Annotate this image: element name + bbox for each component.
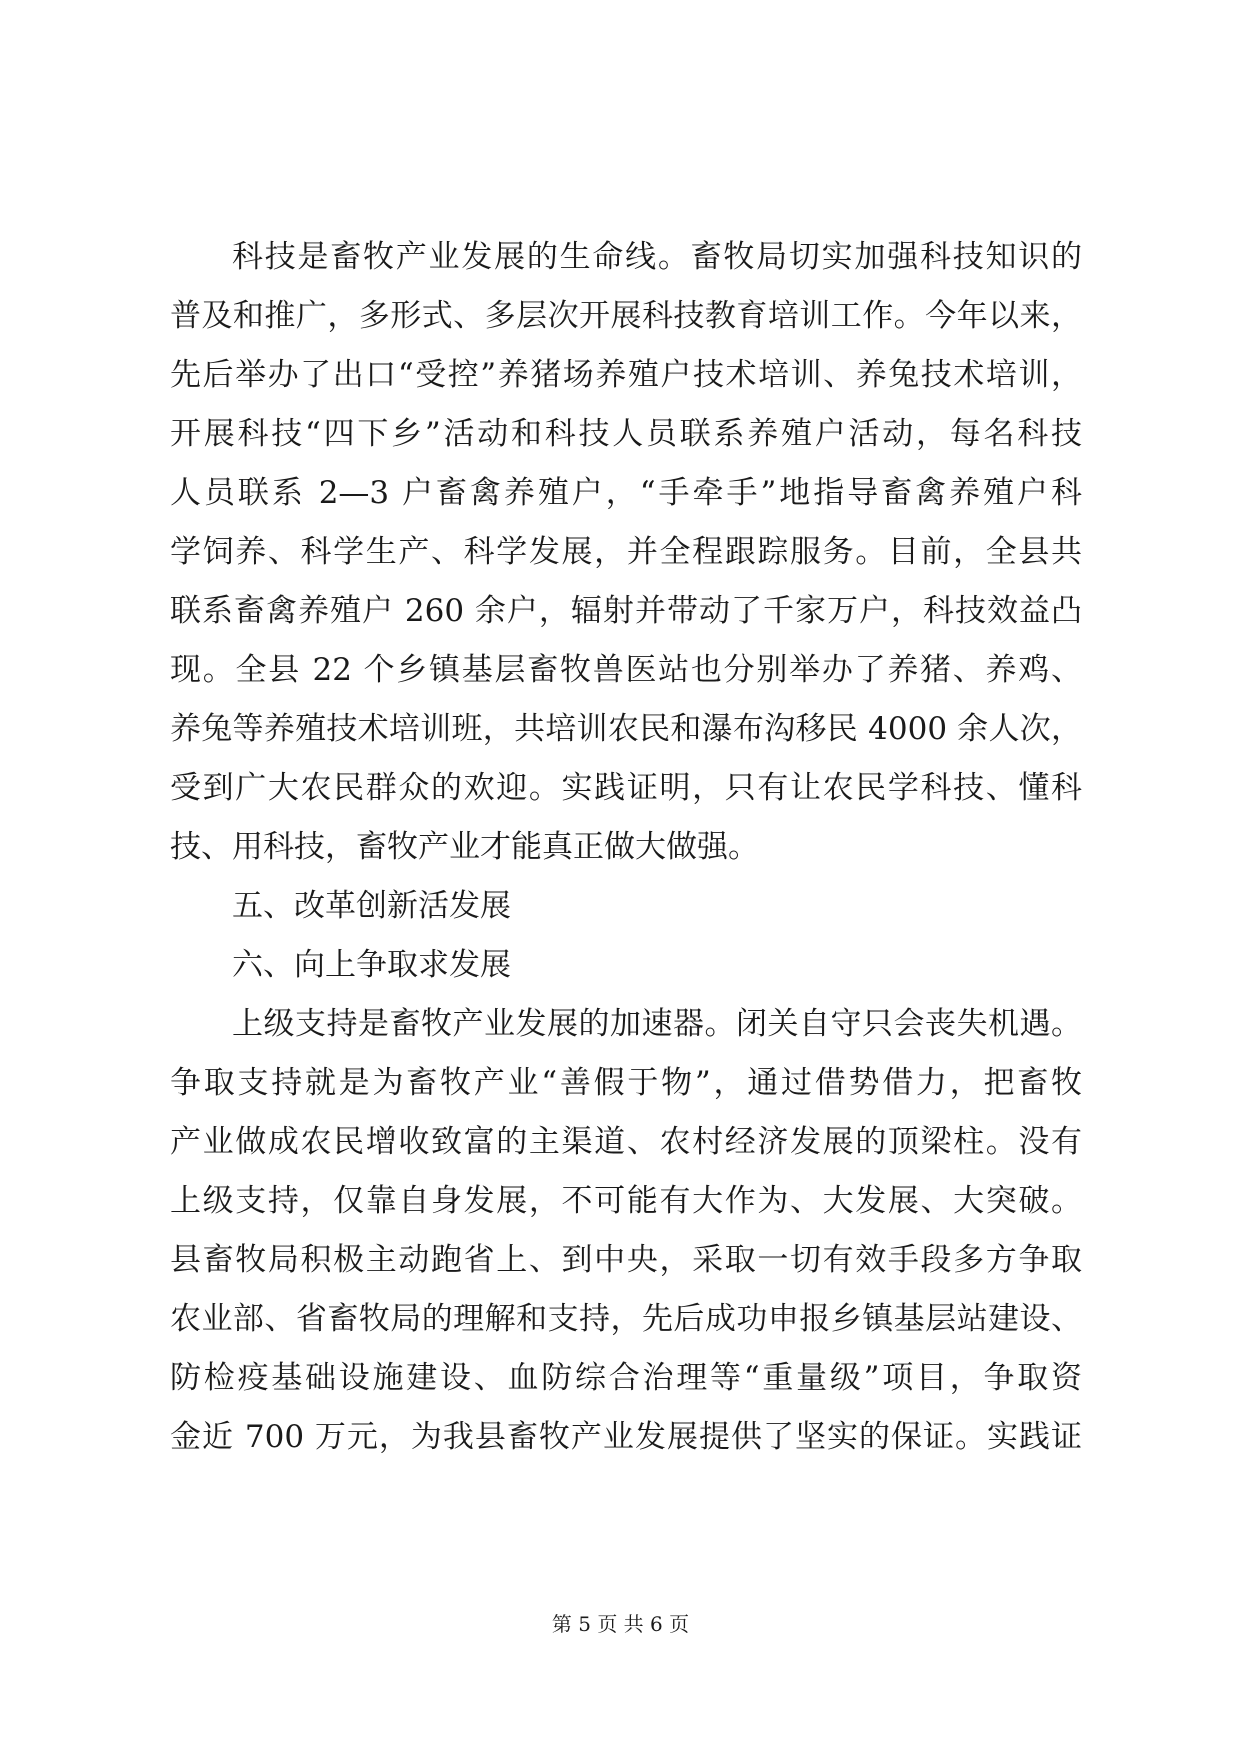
text-line: 联系畜禽养殖户 260 余户，辐射并带动了千家万户，科技效益凸 xyxy=(170,593,1082,629)
text-line: 现。全县 22 个乡镇基层畜牧兽医站也分别举办了养猪、养鸡、 xyxy=(170,652,1082,688)
text-line: 六、向上争取求发展 xyxy=(232,947,511,983)
text-line: 开展科技“四下乡”活动和科技人员联系养殖户活动，每名科技 xyxy=(170,416,1082,452)
text-line: 农业部、省畜牧局的理解和支持，先后成功申报乡镇基层站建设、 xyxy=(170,1301,1082,1337)
text-line: 产业做成农民增收致富的主渠道、农村经济发展的顶梁柱。没有 xyxy=(170,1124,1082,1160)
document-body xyxy=(170,228,1082,1467)
text-line: 金近 700 万元，为我县畜牧产业发展提供了坚实的保证。实践证 xyxy=(170,1419,1082,1455)
text-line: 县畜牧局积极主动跑省上、到中央，采取一切有效手段多方争取 xyxy=(170,1242,1082,1278)
text-line: 先后举办了出口“受控”养猪场养殖户技术培训、养兔技术培训， xyxy=(170,357,1082,393)
text-line: 争取支持就是为畜牧产业“善假于物”，通过借势借力，把畜牧 xyxy=(170,1065,1082,1101)
text-line: 上级支持，仅靠自身发展，不可能有大作为、大发展、大突破。 xyxy=(170,1183,1082,1219)
text-line: 防检疫基础设施建设、血防综合治理等“重量级”项目，争取资 xyxy=(170,1360,1082,1396)
text-line: 养兔等养殖技术培训班，共培训农民和瀑布沟移民 4000 余人次， xyxy=(170,711,1082,747)
text-line: 学饲养、科学生产、科学发展，并全程跟踪服务。目前，全县共 xyxy=(170,534,1082,570)
text-line: 五、改革创新活发展 xyxy=(232,888,511,924)
text-line: 科技是畜牧产业发展的生命线。畜牧局切实加强科技知识的 xyxy=(232,239,1082,275)
text-line: 人员联系 2—3 户畜禽养殖户，“手牵手”地指导畜禽养殖户科 xyxy=(170,475,1082,511)
text-line: 受到广大农民群众的欢迎。实践证明，只有让农民学科技、懂科 xyxy=(170,770,1082,806)
text-line: 技、用科技，畜牧产业才能真正做大做强。 xyxy=(170,829,759,865)
text-line: 上级支持是畜牧产业发展的加速器。闭关自守只会丧失机遇。 xyxy=(232,1006,1082,1042)
page-footer: 第 5 页 共 6 页 xyxy=(551,1612,690,1636)
text-line: 普及和推广，多形式、多层次开展科技教育培训工作。今年以来， xyxy=(170,298,1082,334)
